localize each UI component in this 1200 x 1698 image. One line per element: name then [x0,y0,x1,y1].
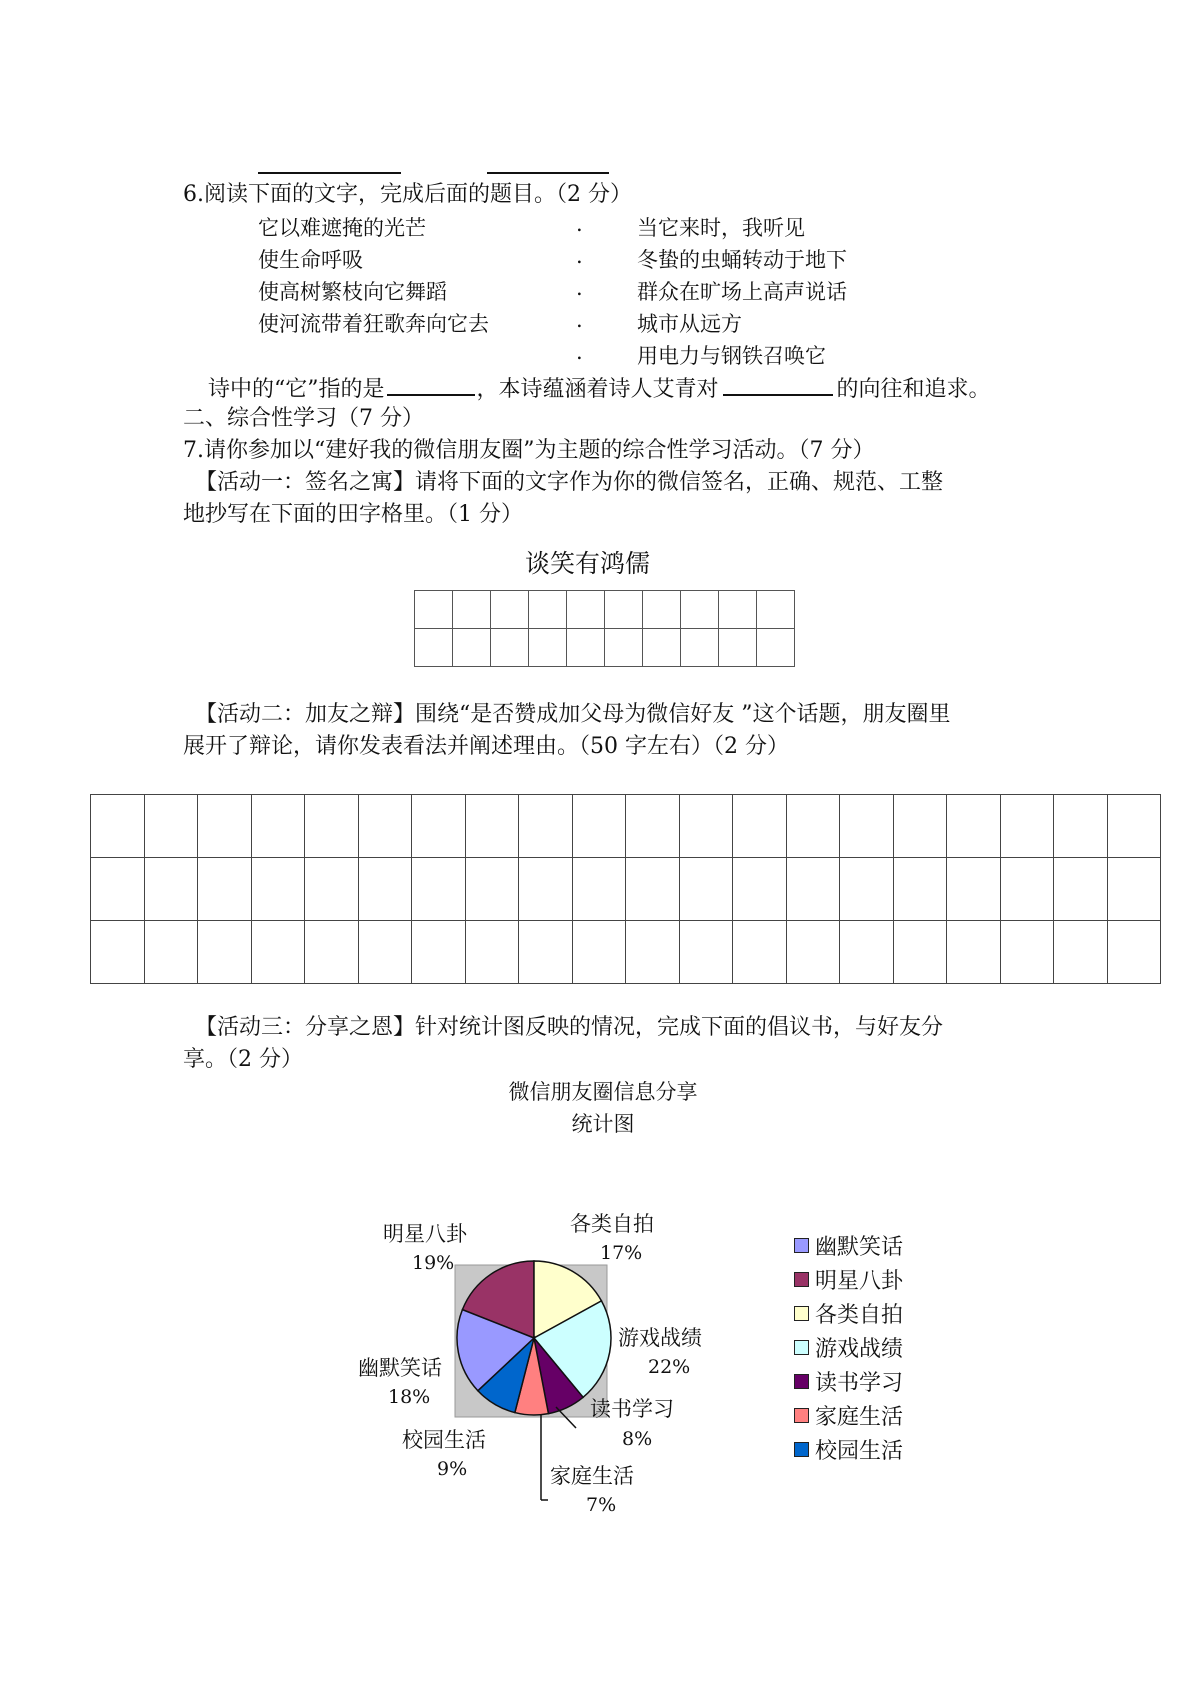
legend-swatch [794,1408,809,1423]
legend-item [794,1400,903,1431]
poem-left-line: 使河流带着狂歌奔向它去 [258,312,489,336]
legend-item [794,1298,903,1329]
activity3-text: 享。（2 分） [183,1047,303,1072]
legend-label: 各类自拍 [815,1303,904,1328]
slice-label-name: 幽默笑话 [358,1356,442,1380]
legend-label: 校园生活 [815,1439,904,1464]
poem-left-line: 它以难遮掩的光芒 [258,216,426,240]
poem-right-line: 当它来时，我听见 [637,216,805,240]
poem-right-line: 冬蛰的虫蛹转动于地下 [637,248,847,272]
legend-swatch [794,1306,809,1321]
slice-label-percent: 19% [412,1252,455,1274]
legend-label: 幽默笑话 [815,1235,904,1260]
legend-label: 读书学习 [815,1371,904,1396]
slice-label-name: 家庭生活 [550,1464,634,1488]
slice-label-percent: 7% [586,1494,617,1516]
legend-swatch [794,1340,809,1355]
signature-text: 谈笑有鸿儒 [525,549,651,578]
legend-item [794,1366,903,1397]
q6-title: 6.阅读下面的文字，完成后面的题目。（2 分） [183,182,632,207]
poem-right-line: 用电力与钢铁召唤它 [637,344,826,368]
q6-question-part: ，本诗蕴涵着诗人艾青对 [476,377,719,402]
poem-dot: . [576,340,583,364]
slice-label-percent: 9% [437,1458,468,1480]
poem-dot: . [576,244,583,268]
legend-item [794,1264,903,1295]
chart-title: 微信朋友圈信息分享 [508,1080,698,1104]
q7-title: 7.请你参加以“建好我的微信朋友圈”为主题的综合性学习活动。（7 分） [183,438,875,463]
slice-label-percent: 22% [648,1356,691,1378]
section-heading: 二、综合性学习（7 分） [183,406,424,431]
legend-item [794,1332,903,1363]
poem-dot: . [576,276,583,300]
legend-label: 家庭生活 [815,1405,904,1430]
activity1-text: 地抄写在下面的田字格里。（1 分） [183,502,523,527]
legend-label: 明星八卦 [815,1269,904,1294]
slice-label-name: 游戏战绩 [618,1326,702,1350]
legend-swatch [794,1272,809,1287]
poem-dot: . [576,212,583,236]
activity2-text: 展开了辩论，请你发表看法并阐述理由。（50 字左右）（2 分） [183,734,789,759]
legend-swatch [794,1238,809,1253]
slice-label-percent: 18% [388,1386,431,1408]
activity2-text: 【活动二：加友之辩】围绕“是否赞成加父母为微信好友 ”这个话题，朋友圈里 [195,702,951,727]
poem-left-line: 使高树繁枝向它舞蹈 [258,280,447,304]
slice-label-name: 读书学习 [590,1397,674,1421]
poem-right-line: 城市从远方 [637,312,742,336]
slice-label-percent: 17% [600,1242,643,1264]
legend-swatch [794,1374,809,1389]
slice-label-percent: 8% [622,1428,653,1450]
legend-label: 游戏战绩 [815,1337,904,1362]
activity1-text: 【活动一：签名之寓】请将下面的文字作为你的微信签名，正确、规范、工整 [195,470,944,495]
q6-question-part: 的向往和追求。 [836,377,991,402]
poem-right-line: 群众在旷场上高声说话 [637,280,847,304]
slice-label-name: 校园生活 [402,1428,486,1452]
slice-label-name: 各类自拍 [570,1212,654,1236]
q6-question-part: 诗中的“它”指的是 [208,377,385,402]
legend-swatch [794,1442,809,1457]
slice-label-name: 明星八卦 [383,1222,467,1246]
legend-item [794,1434,903,1465]
activity3-text: 【活动三：分享之恩】针对统计图反映的情况，完成下面的倡议书，与好友分 [195,1015,944,1040]
poem-dot: . [576,308,583,332]
poem-left-line: 使生命呼吸 [258,248,363,272]
chart-subtitle: 统计图 [571,1112,635,1136]
legend-item [794,1230,903,1261]
